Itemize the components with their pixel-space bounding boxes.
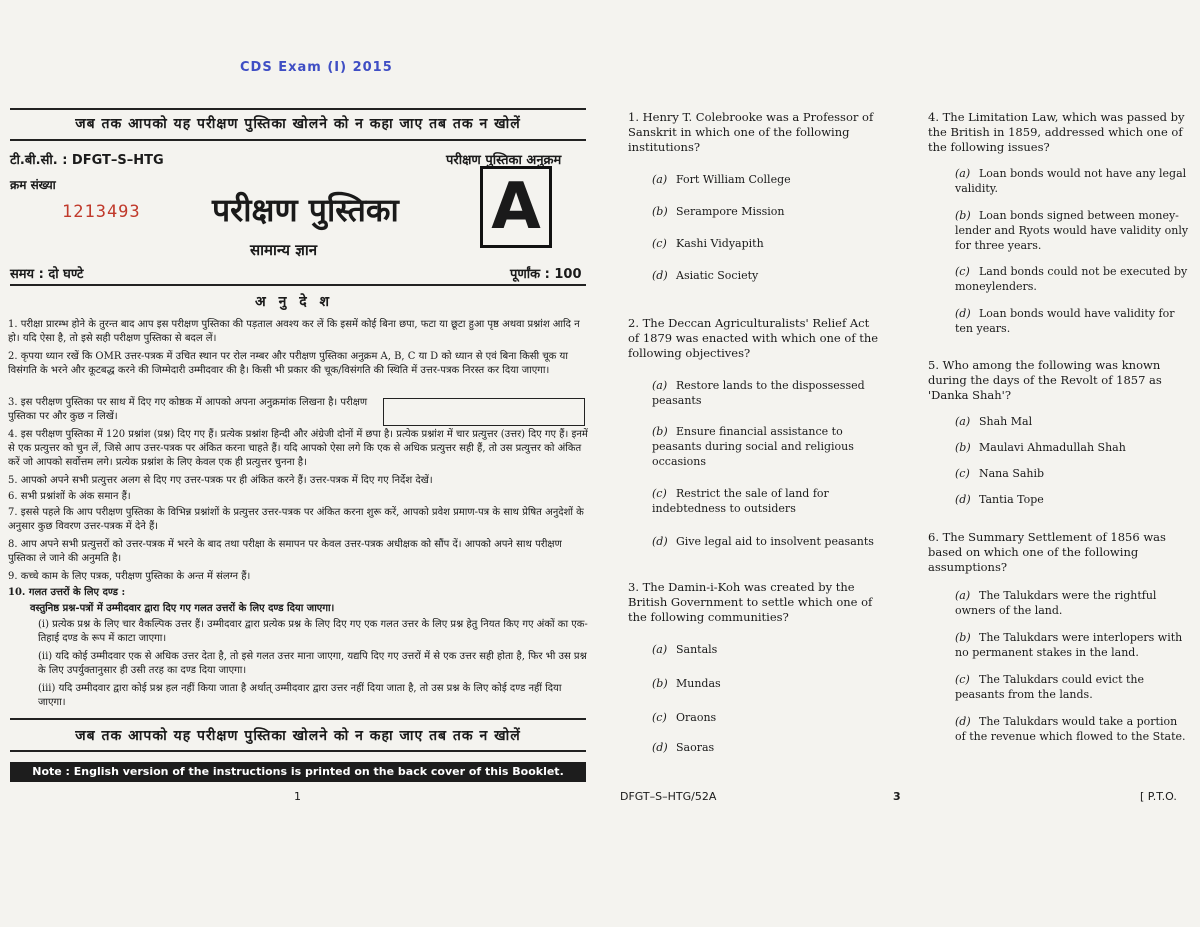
option-text: Nana Sahib	[979, 467, 1045, 480]
option-text: Serampore Mission	[676, 205, 785, 218]
q1-option-d[interactable]	[652, 268, 882, 283]
warning-top: जब तक आपको यह परीक्षण पुस्तिका खोलने को न कहा जाए तब तक न खोलें	[75, 116, 521, 132]
instruction-1: 1. परीक्षा प्रारम्भ होने के तुरन्त बाद आप इस परीक्षण पुस्तिका की पड़ताल अवश्य कर लें कि इसमें कोई बिना छपा, फटा या छूटा हुआ पृष्ठ अथवा प्रश्नांश आदि न हो। यदि ऐसा है, तो इसे सही परीक्षण पुस्तिका से बदल लें।	[8, 319, 580, 344]
option-letter: (c)	[955, 467, 970, 480]
option-letter: (b)	[955, 209, 971, 222]
option-text: Tantia Tope	[979, 493, 1044, 506]
instruction-8: 8. आप अपने सभी प्रत्युत्तरों को उत्तर-पत्रक में भरने के बाद तथा परीक्षा के समापन पर केवल उत्तर-पत्रक अधीक्षक को सौंप दें। आपको अपने साथ परीक्षण पुस्तिका ले जाने की अनुमति है।	[8, 539, 562, 564]
q1-option-b[interactable]	[652, 204, 882, 219]
option-letter: (b)	[955, 441, 971, 454]
q2-option-c[interactable]	[652, 486, 882, 516]
option-letter: (d)	[652, 535, 668, 548]
warning-bottom: जब तक आपको यह परीक्षण पुस्तिका खोलने को न कहा जाए तब तक न खोलें	[75, 728, 521, 744]
question-2: 2. The Deccan Agriculturalists' Relief Act of 1879 was enacted with which one of the following objectives?	[628, 316, 879, 360]
q4-option-d[interactable]	[955, 306, 1189, 336]
option-text: Restrict the sale of land for indebtedness to outsiders	[652, 487, 829, 515]
q1-option-a[interactable]	[652, 172, 882, 187]
option-text: Saoras	[676, 741, 715, 754]
q5-option-b[interactable]	[955, 440, 1189, 455]
option-letter: (a)	[652, 379, 668, 392]
q5-option-c[interactable]	[955, 466, 1189, 481]
subject-title: सामान्य ज्ञान	[250, 241, 318, 259]
question-3: 3. The Damin-i-Koh was created by the British Government to settle which one of the following communities?	[628, 580, 873, 624]
instruction-2: 2. कृपया ध्यान रखें कि OMR उत्तर-पत्रक में उचित स्थान पर रोल नम्बर और परीक्षण पुस्तिका अनुक्रम A, B, C या D को ध्यान से एवं बिना किसी चूक या विसंगति के भरने और कूटबद्ध करने की जिम्मेदारी उम्मीदवार की है। किसी भी प्रकार की चूक/विसंगति की स्थिति में उत्तर-पत्रक निरस्त कर दिया जाएगा।	[8, 351, 568, 376]
note-bar: Note : English version of the instructions is printed on the back cover of this Booklet.	[10, 762, 586, 782]
q3-option-c[interactable]	[652, 710, 882, 725]
option-letter: (a)	[955, 167, 971, 180]
penalty-i: (i) प्रत्येक प्रश्न के लिए चार वैकल्पिक उत्तर हैं। उम्मीदवार द्वारा प्रत्येक प्रश्न के लिए दिए गए एक गलत उत्तर के लिए प्रश्न हेतु नियत किए गए अंकों का एक-तिहाई दण्ड के रूप में काटा जाएगा।	[38, 619, 588, 644]
instruction-9: 9. कच्चे काम के लिए पत्रक, परीक्षण पुस्तिका के अन्त में संलग्न हैं।	[8, 571, 251, 582]
option-text: Kashi Vidyapith	[676, 237, 764, 250]
serial-label: क्रम संख्या	[10, 178, 56, 192]
booklet-sequence-label: परीक्षण पुस्तिका अनुक्रम	[446, 153, 562, 168]
instruction-10: 10. गलत उत्तरों के लिए दण्ड :	[8, 587, 126, 598]
q3-option-b[interactable]	[652, 676, 882, 691]
q5-option-a[interactable]	[955, 414, 1189, 429]
q6-option-d[interactable]	[955, 714, 1189, 744]
option-text: Mundas	[676, 677, 721, 690]
option-letter: (a)	[652, 643, 668, 656]
tbc-label: टी.बी.सी. : DFGT–S–HTG	[10, 153, 164, 168]
option-text: Ensure financial assistance to peasants during social and religious occasions	[652, 425, 854, 468]
option-text: The Talukdars were interlopers with no permanent stakes in the land.	[955, 631, 1183, 659]
footer-code: DFGT–S–HTG/52A	[620, 790, 717, 803]
booklet-title: परीक्षण पुस्तिका	[212, 191, 399, 229]
q6-option-c[interactable]	[955, 672, 1189, 702]
top-rule	[10, 108, 586, 110]
header-rule	[10, 284, 586, 286]
option-letter: (b)	[652, 425, 668, 438]
option-text: Loan bonds signed between money-lender and Ryots would have validity only for three years.	[955, 209, 1189, 252]
q2-option-b[interactable]	[652, 424, 882, 469]
bottom-rule	[10, 718, 586, 720]
option-text: The Talukdars were the rightful owners of the land.	[955, 589, 1157, 617]
option-text: Oraons	[676, 711, 717, 724]
option-letter: (b)	[652, 205, 668, 218]
option-letter: (d)	[652, 269, 668, 282]
option-text: Loan bonds would have validity for ten years.	[955, 307, 1175, 335]
option-letter: (d)	[652, 741, 668, 754]
option-letter: (d)	[955, 307, 971, 320]
option-text: Give legal aid to insolvent peasants	[676, 535, 874, 548]
bottom-rule-2	[10, 750, 586, 752]
option-text: Maulavi Ahmadullah Shah	[979, 441, 1126, 454]
q6-option-a[interactable]	[955, 588, 1189, 618]
option-text: Fort William College	[676, 173, 791, 186]
option-letter: (c)	[955, 673, 970, 686]
instructions-heading: अ नु दे श	[255, 294, 334, 310]
q1-option-c[interactable]	[652, 236, 882, 251]
penalty-iii: (iii) यदि उम्मीदवार द्वारा कोई प्रश्न हल नहीं किया जाता है अर्थात् उम्मीदवार द्वारा उत्तर नहीं दिया जाता है, तो उस प्रश्न के लिए कोई दण्ड नहीं दिया जाएगा।	[38, 683, 562, 708]
q2-option-a[interactable]	[652, 378, 882, 408]
question-6: 6. The Summary Settlement of 1856 was based on which one of the following assumptions?	[928, 530, 1166, 574]
option-text: Restore lands to the dispossessed peasants	[652, 379, 865, 407]
option-text: Land bonds could not be executed by moneylenders.	[955, 265, 1188, 293]
serial-number: 1213493	[62, 202, 141, 222]
option-letter: (b)	[955, 631, 971, 644]
left-page-number: 1	[294, 790, 301, 803]
option-letter: (c)	[955, 265, 970, 278]
option-text: The Talukdars would take a portion of the revenue which flowed to the State.	[955, 715, 1186, 743]
instruction-3: 3. इस परीक्षण पुस्तिका पर साथ में दिए गए कोष्ठक में आपको अपना अनुक्रमांक लिखना है। परीक्षण पुस्तिका पर और कुछ न लिखें।	[8, 397, 368, 422]
option-letter: (c)	[652, 711, 667, 724]
q4-option-a[interactable]	[955, 166, 1189, 196]
question-4: 4. The Limitation Law, which was passed by the British in 1859, addressed which one of the following issues?	[928, 110, 1185, 154]
instruction-7: 7. इससे पहले कि आप परीक्षण पुस्तिका के विभिन्न प्रश्नांशों के प्रत्युत्तर उत्तर-पत्रक पर अंकित करना शुरू करें, आपको प्रवेश प्रमाण-पत्र के साथ प्रेषित अनुदेशों के अनुसार कुछ विवरण उत्तर-पत्रक में देने हैं।	[8, 507, 584, 532]
time-label: समय : दो घण्टे	[10, 267, 84, 282]
top-rule-2	[10, 139, 586, 141]
q4-option-c[interactable]	[955, 264, 1189, 294]
q4-option-b[interactable]	[955, 208, 1189, 253]
watermark: CDS Exam (I) 2015	[240, 60, 393, 75]
option-text: Santals	[676, 643, 718, 656]
option-letter: (a)	[652, 173, 668, 186]
penalty-ii: (ii) यदि कोई उम्मीदवार एक से अधिक उत्तर देता है, तो इसे गलत उत्तर माना जाएगा, यद्यपि दिए गए उत्तरों में से एक उत्तर सही होता है, फिर भी उस प्रश्न के लिए उपर्युक्तानुसार ही उसी तरह का दण्ड दिया जाएगा।	[38, 651, 587, 676]
roll-number-box[interactable]	[383, 398, 585, 426]
q6-option-b[interactable]	[955, 630, 1189, 660]
instruction-5: 5. आपको अपने सभी प्रत्युत्तर अलग से दिए गए उत्तर-पत्रक पर ही अंकित करने हैं। उत्तर-पत्रक में दिए गए निर्देश देखें।	[8, 475, 433, 486]
q5-option-d[interactable]	[955, 492, 1189, 507]
q2-option-d[interactable]	[652, 534, 882, 549]
option-letter: (a)	[955, 589, 971, 602]
option-letter: (d)	[955, 715, 971, 728]
q3-option-a[interactable]	[652, 642, 882, 657]
option-letter: (c)	[652, 487, 667, 500]
right-page-number: 3	[893, 790, 901, 803]
option-text: The Talukdars could evict the peasants from the lands.	[955, 673, 1144, 701]
instruction-6: 6. सभी प्रश्नांशों के अंक समान हैं।	[8, 491, 131, 502]
pto-label: [ P.T.O.	[1140, 790, 1177, 803]
max-marks-label: पूर्णांक : 100	[510, 267, 582, 282]
option-text: Loan bonds would not have any legal validity.	[955, 167, 1187, 195]
instruction-4: 4. इस परीक्षण पुस्तिका में 120 प्रश्नांश (प्रश्न) दिए गए हैं। प्रत्येक प्रश्नांश हिन्दी और अंग्रेजी दोनों में छपा है। प्रत्येक प्रश्नांश में चार प्रत्युत्तर (उत्तर) दिए गए हैं। इनमें से एक प्रत्युत्तर को चुन लें, जिसे आप उत्तर-पत्रक पर अंकित करना चाहते हैं। यदि आपको ऐसा लगे कि एक से अधिक प्रत्युत्तर सही हैं, तो उस प्रत्युत्तर को अंकित करें जो आपको सर्वोत्तम लगे। प्रत्येक प्रश्नांश के लिए केवल एक ही प्रत्युत्तर चुनना है।	[8, 429, 588, 468]
question-5: 5. Who among the following was known during the days of the Revolt of 1857 as 'Danka Shah'?	[928, 358, 1162, 402]
option-text: Shah Mal	[979, 415, 1033, 428]
series-letter-box: A	[480, 166, 552, 248]
q3-option-d[interactable]	[652, 740, 882, 755]
question-1: 1. Henry T. Colebrooke was a Professor of Sanskrit in which one of the following institutions?	[628, 110, 874, 154]
option-text: Asiatic Society	[676, 269, 759, 282]
option-letter: (c)	[652, 237, 667, 250]
option-letter: (b)	[652, 677, 668, 690]
option-letter: (d)	[955, 493, 971, 506]
penalty-intro: वस्तुनिष्ठ प्रश्न-पत्रों में उम्मीदवार द्वारा दिए गए गलत उत्तरों के लिए दण्ड दिया जाएगा।	[30, 603, 335, 614]
option-letter: (a)	[955, 415, 971, 428]
